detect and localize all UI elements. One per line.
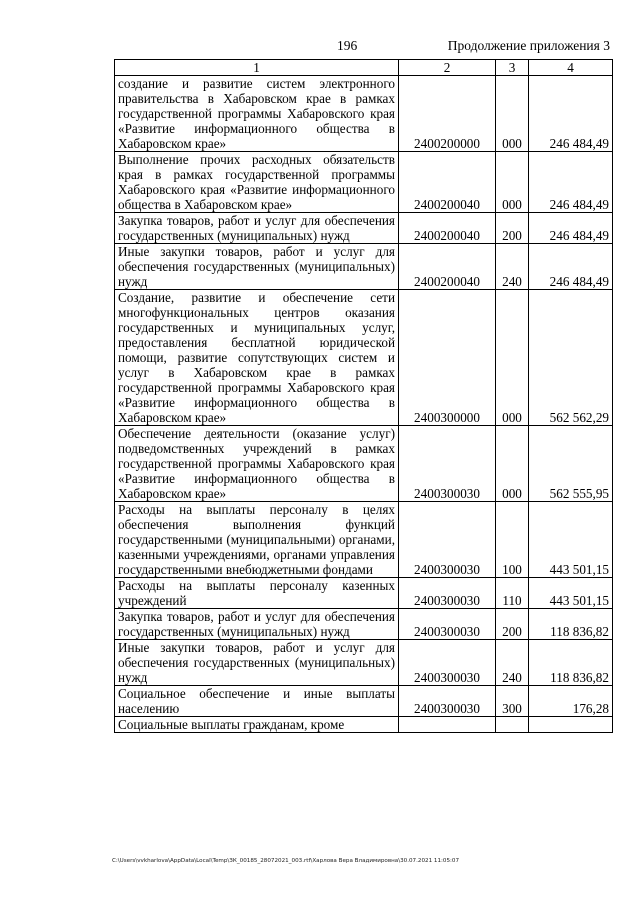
- table-header-row: [115, 60, 613, 76]
- column-header-1: 1: [115, 60, 399, 76]
- amount-cell: 443 501,15: [529, 502, 613, 578]
- expense-name-cell: Создание, развитие и обеспечение сети многофункциональных центров оказания государственных и муниципальных услуг, предоставления бесплатной юридической помощи, развитие сопутствующих систем и услуг в Хабаровском крае в рамках государственной программы Хабаровского края «Развитие информационного общества в Хабаровском крае»: [115, 290, 399, 426]
- expense-type-cell: 000: [496, 290, 529, 426]
- table-row: [115, 686, 613, 717]
- table-row: [115, 609, 613, 640]
- amount-cell: 246 484,49: [529, 213, 613, 244]
- table-row: [115, 578, 613, 609]
- target-code-cell: 2400300030: [399, 609, 496, 640]
- expense-type-cell: 200: [496, 609, 529, 640]
- table-row: [115, 426, 613, 502]
- amount-cell: 562 555,95: [529, 426, 613, 502]
- table-row: [115, 717, 613, 733]
- amount-cell: 118 836,82: [529, 640, 613, 686]
- expense-type-cell: 100: [496, 502, 529, 578]
- expense-type-cell: [496, 717, 529, 733]
- expense-type-cell: 300: [496, 686, 529, 717]
- table-row: [115, 213, 613, 244]
- expense-type-cell: 200: [496, 213, 529, 244]
- expense-name-cell: создание и развитие систем электронного правительства в Хабаровском крае в рамках государственной программы Хабаровского края «Развитие информационного общества в Хабаровском крае»: [115, 76, 399, 152]
- expense-name-cell: Иные закупки товаров, работ и услуг для обеспечения государственных (муниципальных) нужд: [115, 640, 399, 686]
- target-code-cell: [399, 717, 496, 733]
- target-code-cell: 2400200000: [399, 76, 496, 152]
- expense-name-cell: Иные закупки товаров, работ и услуг для обеспечения государственных (муниципальных) нужд: [115, 244, 399, 290]
- target-code-cell: 2400200040: [399, 152, 496, 213]
- target-code-cell: 2400300030: [399, 578, 496, 609]
- amount-cell: [529, 717, 613, 733]
- table-row: [115, 244, 613, 290]
- target-code-cell: 2400200040: [399, 213, 496, 244]
- column-header-2: 2: [399, 60, 496, 76]
- page-header: [0, 38, 640, 58]
- amount-cell: 118 836,82: [529, 609, 613, 640]
- amount-cell: 562 562,29: [529, 290, 613, 426]
- amount-cell: 246 484,49: [529, 244, 613, 290]
- expense-name-cell: Обеспечение деятельности (оказание услуг) подведомственных учреждений в рамках государственной программы Хабаровского края «Развитие информационного общества в Хабаровском крае»: [115, 426, 399, 502]
- expense-name-cell: Расходы на выплаты персоналу в целях обеспечения выполнения функций государственными (муниципальными) органами, казенными учреждениями, органами управления государственными внебюджетными фондами: [115, 502, 399, 578]
- target-code-cell: 2400300000: [399, 290, 496, 426]
- expense-type-cell: 110: [496, 578, 529, 609]
- amount-cell: 443 501,15: [529, 578, 613, 609]
- page-number: 196: [337, 38, 358, 53]
- target-code-cell: 2400300030: [399, 640, 496, 686]
- table-row: [115, 152, 613, 213]
- table-row: [115, 76, 613, 152]
- table-row: [115, 640, 613, 686]
- appendix-continuation-label: Продолжение приложения 3: [447, 38, 610, 53]
- expense-name-cell: Расходы на выплаты персоналу казенных учреждений: [115, 578, 399, 609]
- file-path-footer: C:\Users\vvkharlova\AppData\Local\Temp\ЗК_00185_28072021_003.rtf\Харлова Вера Владимировна\30.07.2021 11:05:07: [112, 858, 460, 864]
- expense-type-cell: 240: [496, 640, 529, 686]
- target-code-cell: 2400200040: [399, 244, 496, 290]
- expense-type-cell: 000: [496, 76, 529, 152]
- expense-type-cell: 000: [496, 152, 529, 213]
- expense-name-cell: Социальное обеспечение и иные выплаты населению: [115, 686, 399, 717]
- table-row: [115, 290, 613, 426]
- expense-name-cell: Закупка товаров, работ и услуг для обеспечения государственных (муниципальных) нужд: [115, 609, 399, 640]
- budget-table: [114, 59, 613, 733]
- target-code-cell: 2400300030: [399, 686, 496, 717]
- amount-cell: 246 484,49: [529, 152, 613, 213]
- expense-name-cell: Выполнение прочих расходных обязательств края в рамках государственной программы Хабаровского края «Развитие информационного общества в Хабаровском крае»: [115, 152, 399, 213]
- expense-type-cell: 240: [496, 244, 529, 290]
- expense-type-cell: 000: [496, 426, 529, 502]
- expense-name-cell: Социальные выплаты гражданам, кроме: [115, 717, 399, 733]
- amount-cell: 246 484,49: [529, 76, 613, 152]
- column-header-3: 3: [496, 60, 529, 76]
- table-row: [115, 502, 613, 578]
- target-code-cell: 2400300030: [399, 426, 496, 502]
- amount-cell: 176,28: [529, 686, 613, 717]
- target-code-cell: 2400300030: [399, 502, 496, 578]
- expense-name-cell: Закупка товаров, работ и услуг для обеспечения государственных (муниципальных) нужд: [115, 213, 399, 244]
- column-header-4: 4: [529, 60, 613, 76]
